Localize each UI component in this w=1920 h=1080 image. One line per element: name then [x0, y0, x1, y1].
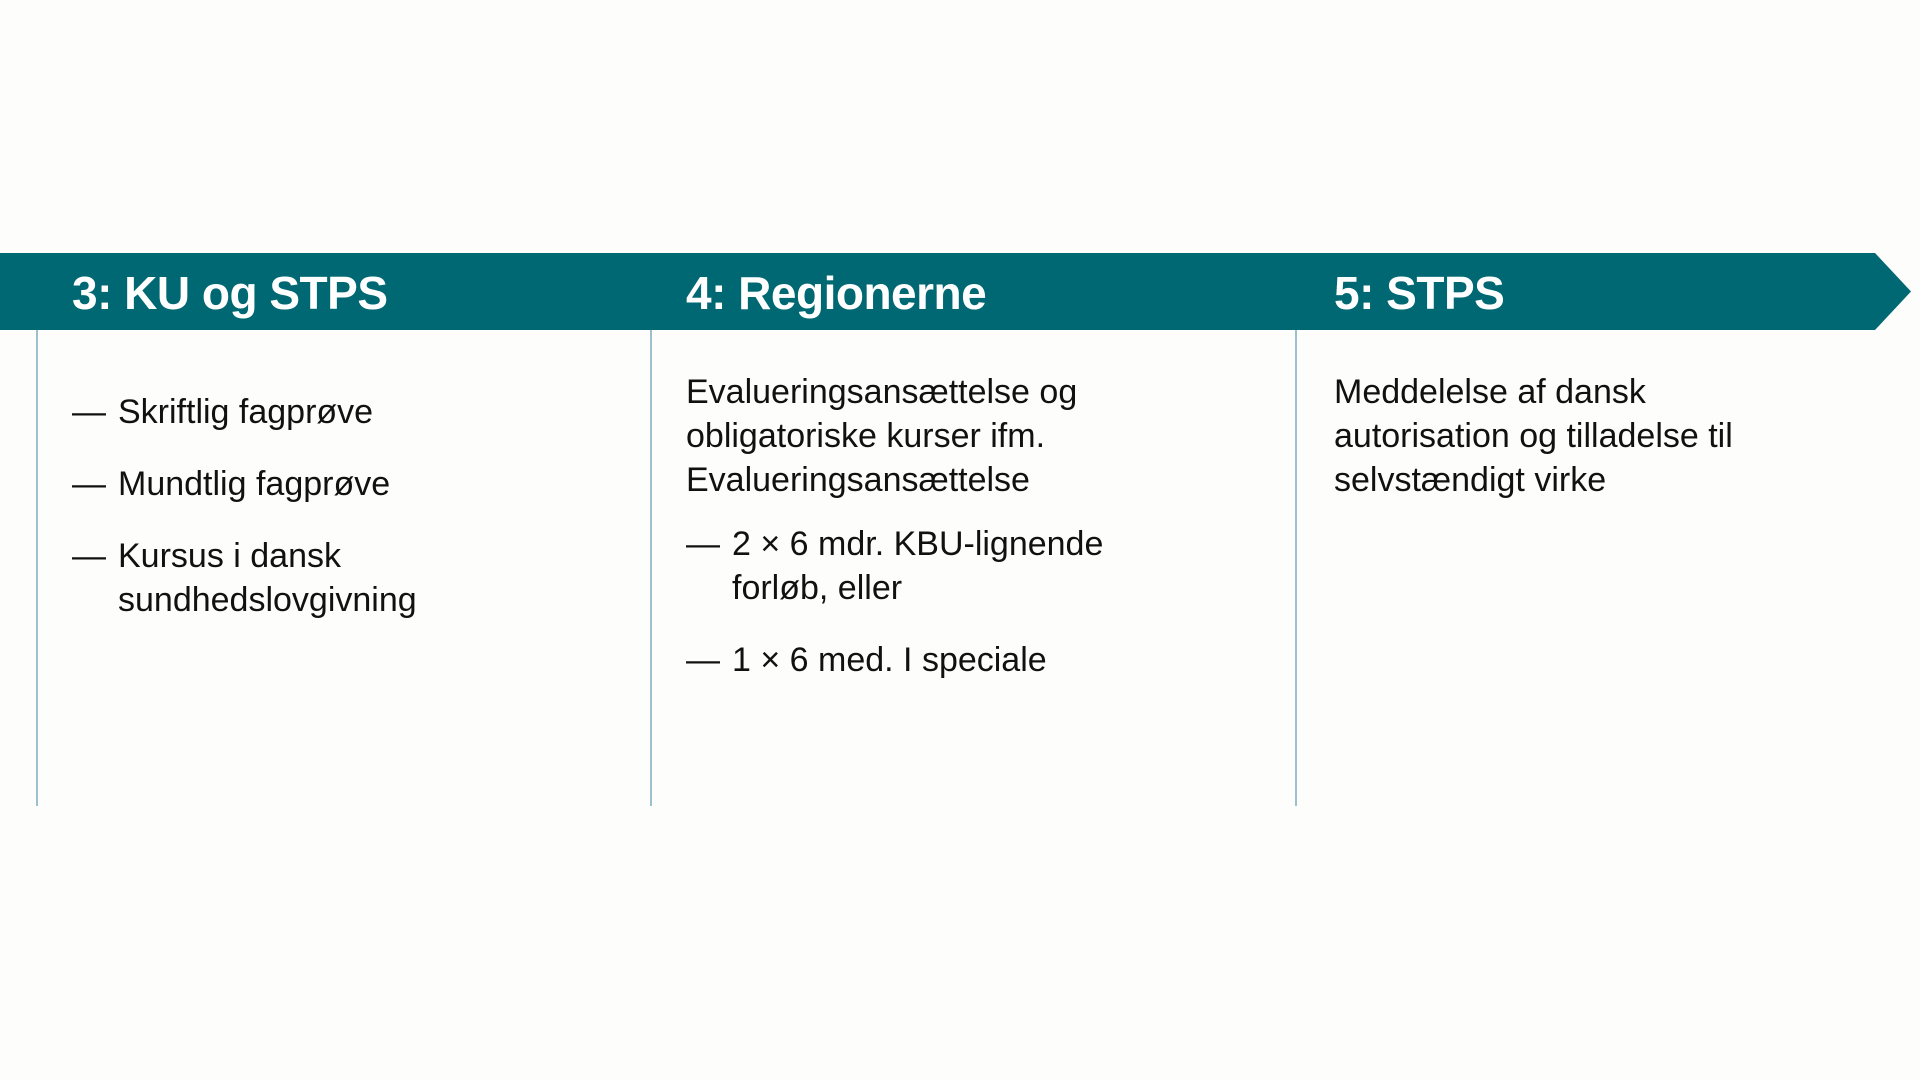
- column-stps: [1334, 370, 1774, 502]
- list-item: [686, 638, 1186, 682]
- column-intro-text: Meddelelse af dansk autorisation og tilladelse til selvstændigt virke: [1334, 373, 1733, 499]
- column-divider: [36, 330, 38, 806]
- column-divider: [1295, 330, 1297, 806]
- dash-marker: —: [72, 537, 106, 575]
- dash-marker: —: [686, 525, 720, 563]
- list-item-text: 2 × 6 mdr. KBU-lignende forløb, eller: [732, 525, 1104, 607]
- column-heading-stps: 5: STPS: [1334, 267, 1505, 319]
- dash-marker: —: [72, 465, 106, 503]
- column-heading-ku-stps: 3: KU og STPS: [72, 267, 388, 319]
- dash-marker: —: [72, 393, 106, 431]
- list-item-text: Kursus i dansk sundhedslovgivning: [118, 537, 417, 619]
- bullet-list: [72, 390, 592, 622]
- column-regionerne: [686, 370, 1186, 710]
- column-ku-stps: [72, 390, 592, 650]
- list-item: [72, 390, 592, 434]
- list-item-text: Skriftlig fagprøve: [118, 393, 374, 431]
- list-item: [72, 534, 518, 622]
- dash-marker: —: [686, 641, 720, 679]
- column-intro-text: Evalueringsansættelse og obligatoriske kurser ifm. Evalueringsansættelse: [686, 373, 1078, 499]
- list-item: [72, 462, 592, 506]
- list-item: [686, 522, 1186, 610]
- column-heading-regionerne: 4: Regionerne: [686, 267, 987, 319]
- column-divider: [650, 330, 652, 806]
- bullet-list: [686, 522, 1186, 682]
- list-item-text: 1 × 6 med. I speciale: [732, 641, 1047, 679]
- list-item-text: Mundtlig fagprøve: [118, 465, 391, 503]
